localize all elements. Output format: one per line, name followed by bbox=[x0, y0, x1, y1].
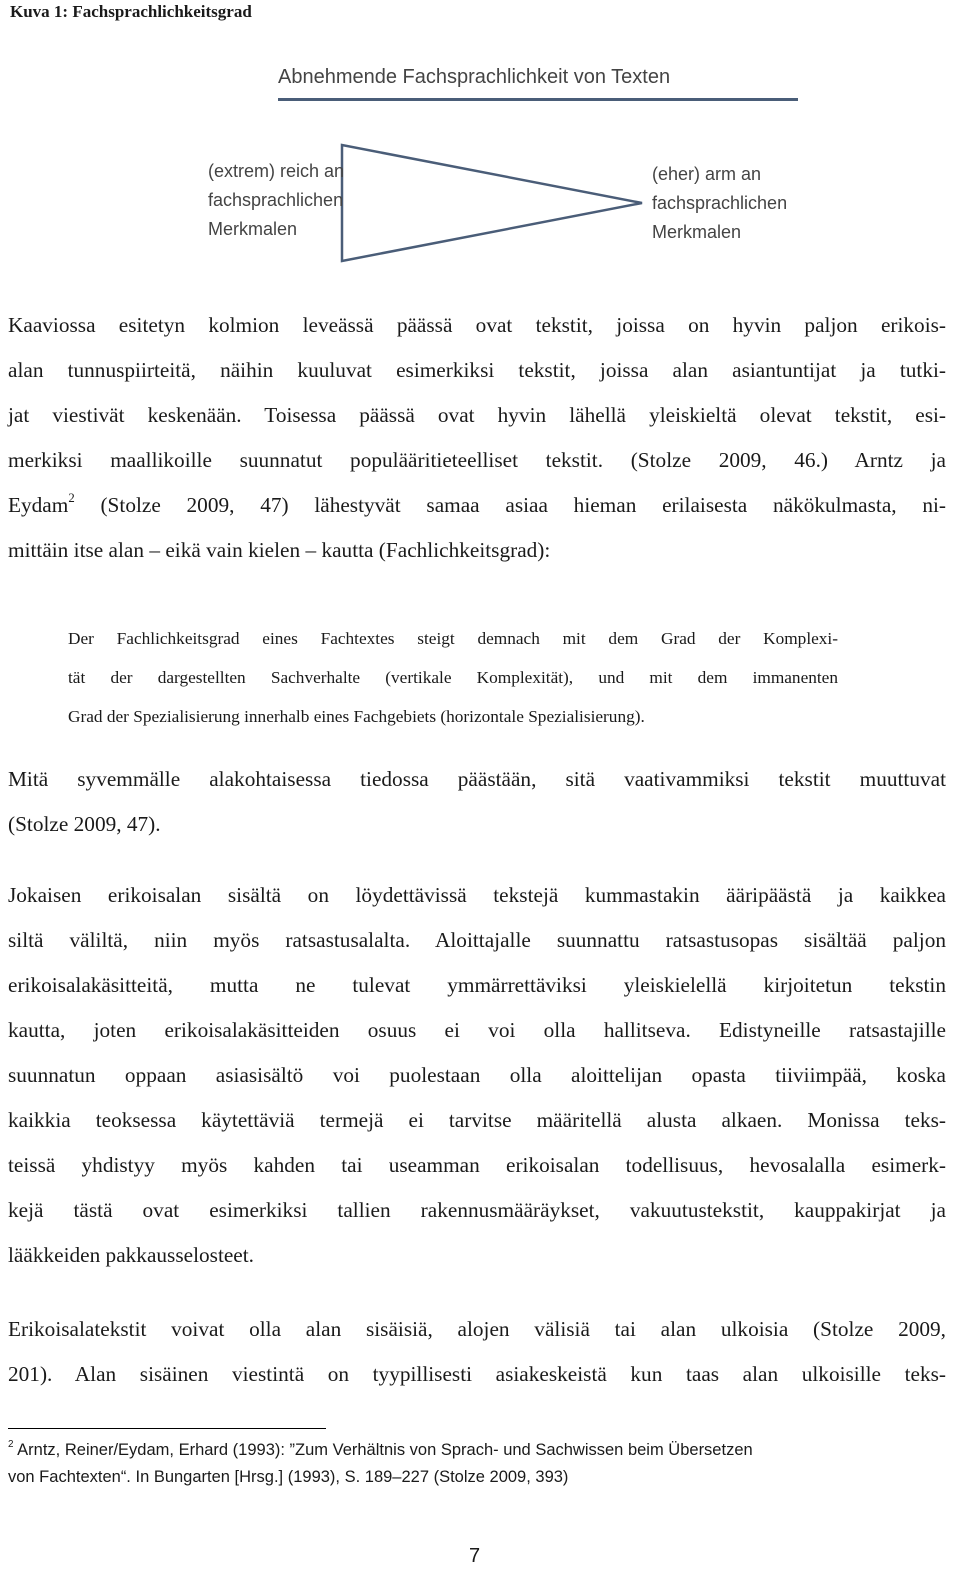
text-fragment: Eydam bbox=[8, 493, 69, 517]
text-line: suunnatun oppaan asiasisältö voi puolestaan olla aloittelijan opasta tiiviimpää, koska bbox=[8, 1063, 946, 1087]
footnote-marker: 2 bbox=[8, 1439, 14, 1451]
text-line: teissä yhdistyy myös kahden tai useamman erikoisalan todellisuus, hevosalalla esimerk- bbox=[8, 1153, 946, 1177]
text-line-with-footnote bbox=[8, 483, 946, 528]
quote-line: Der Fachlichkeitsgrad eines Fachtextes steigt demnach mit dem Grad der Komplexi- bbox=[68, 629, 838, 648]
text-fragment: (Stolze 2009, 47) lähestyvät samaa asiaa hieman erilaisesta näkökulmasta, ni- bbox=[74, 493, 946, 517]
narrowing-triangle bbox=[340, 143, 660, 263]
text-line: (Stolze 2009, 47). bbox=[8, 812, 161, 836]
paragraph-riding-examples bbox=[8, 873, 946, 1278]
text-line: kautta, joten erikoisalakäsitteiden osuus ei voi olla hallitseva. Edistyneille ratsastajille bbox=[8, 1018, 946, 1042]
text-line: merkiksi maallikoille suunnatut populääritieteelliset tekstit. (Stolze 2009, 46.) Arntz ja bbox=[8, 448, 946, 472]
right-label-line: Merkmalen bbox=[652, 222, 742, 242]
footnote bbox=[8, 1437, 753, 1491]
footnote-line: von Fachtexten“. In Bungarten [Hrsg.] (1993), S. 189–227 (Stolze 2009, 393) bbox=[8, 1468, 569, 1486]
page-number: 7 bbox=[469, 1545, 481, 1567]
diagram-left-label bbox=[208, 157, 344, 244]
left-label-line: Merkmalen bbox=[208, 219, 298, 239]
footnote-text: Arntz, Reiner/Eydam, Erhard (1993): ”Zum Verhältnis von Sprach- und Sachwissen beim Übersetzen bbox=[13, 1441, 753, 1459]
text-line: 201). Alan sisäinen viestintä on tyypillisesti asiakeskeistä kun taas alan ulkoisille teks- bbox=[8, 1362, 946, 1386]
left-label-line: (extrem) reich an bbox=[208, 161, 345, 181]
text-line: mittäin itse alan – eikä vain kielen – kautta (Fachlichkeitsgrad): bbox=[8, 538, 551, 562]
figure-caption: Kuva 1: Fachsprachlichkeitsgrad bbox=[10, 2, 252, 21]
paragraph-complexity bbox=[8, 757, 946, 847]
text-line: kejä tästä ovat esimerkiksi tallien rakennusmääräykset, vakuutustekstit, kauppakirjat ja bbox=[8, 1198, 946, 1222]
text-line: kaikkia teoksessa käytettäviä termejä ei tarvitse määritellä alusta alkaen. Monissa teks- bbox=[8, 1108, 946, 1132]
text-line: lääkkeiden pakkausselosteet. bbox=[8, 1243, 255, 1267]
paragraph-internal-external bbox=[8, 1307, 946, 1397]
left-label-line: fachsprachlichen bbox=[208, 190, 344, 210]
text-line: alan tunnuspiirteitä, näihin kuuluvat esimerkiksi tekstit, joissa alan asiantuntijat ja tutki- bbox=[8, 358, 946, 382]
text-line: siltä väliltä, niin myös ratsastusalalta. Aloittajalle suunnattu ratsastusopas sisältää paljon bbox=[8, 928, 946, 952]
diagram-right-label bbox=[652, 160, 787, 247]
right-label-line: (eher) arm an bbox=[652, 164, 762, 184]
footnote-separator bbox=[8, 1428, 326, 1429]
text-line: Erikoisalatekstit voivat olla alan sisäisiä, alojen välisiä tai alan ulkoisia (Stolze 2009, bbox=[8, 1317, 946, 1341]
text-line: Kaaviossa esitetyn kolmion leveässä päässä ovat tekstit, joissa on hyvin paljon erikois- bbox=[8, 313, 946, 337]
text-line: Mitä syvemmälle alakohtaisessa tiedossa päästään, sitä vaativammiksi tekstit muuttuvat bbox=[8, 767, 946, 791]
block-quote bbox=[68, 619, 838, 736]
footnote-reference: 2 bbox=[68, 490, 75, 505]
fachsprachlichkeit-diagram bbox=[200, 60, 820, 260]
footnote-line bbox=[8, 1437, 753, 1464]
paragraph-triangle-explanation bbox=[8, 303, 946, 573]
text-line: erikoisalakäsitteitä, mutta ne tulevat ymmärrettäviksi yleiskielellä kirjoitetun tekstin bbox=[8, 973, 946, 997]
diagram-title-underline bbox=[278, 98, 798, 101]
text-line: Jokaisen erikoisalan sisältä on löydettävissä tekstejä kummastakin ääripäästä ja kaikkea bbox=[8, 883, 946, 907]
right-label-line: fachsprachlichen bbox=[652, 193, 788, 213]
text-line: jat viestivät keskenään. Toisessa päässä ovat hyvin lähellä yleiskieltä olevat tekstit, esi- bbox=[8, 403, 946, 427]
diagram-title: Abnehmende Fachsprachlichkeit von Texten bbox=[278, 66, 671, 88]
quote-line: tät der dargestellten Sachverhalte (vertikale Komplexität), und mit dem immanenten bbox=[68, 668, 838, 687]
quote-line: Grad der Spezialisierung innerhalb eines Fachgebiets (horizontale Spezialisierung). bbox=[68, 707, 645, 726]
